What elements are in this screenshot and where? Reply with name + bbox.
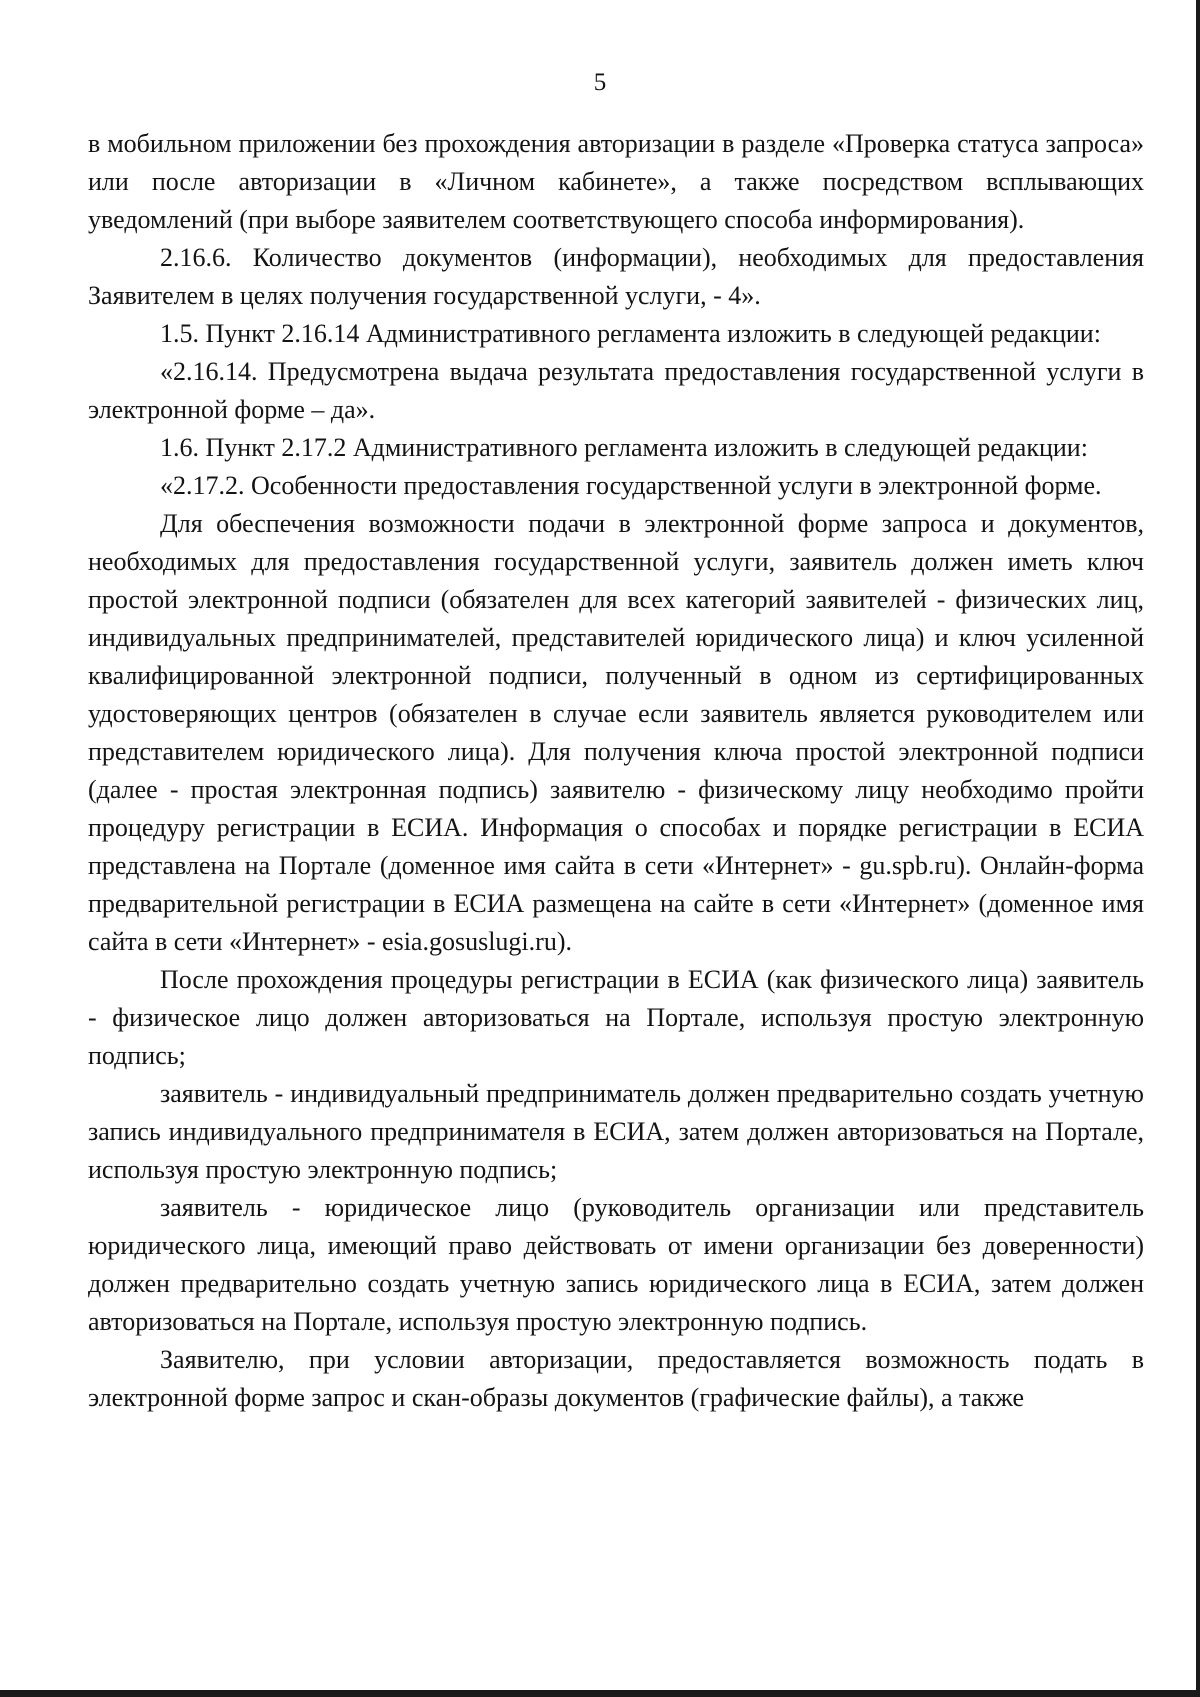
page-number: 5 <box>593 69 607 96</box>
paragraph: заявитель - индивидуальный предприниматель должен предварительно создать учетную запись индивидуального предпринимателя в ЕСИА, затем должен авторизоваться на Портале, используя простую электронную подпись; <box>88 1079 1144 1184</box>
scan-border-right <box>1196 0 1200 1697</box>
paragraph: После прохождения процедуры регистрации в ЕСИА (как физического лица) заявитель - физическое лицо должен авторизоваться на Портале, используя простую электронную подпись; <box>88 965 1144 1070</box>
paragraph: 2.16.6. Количество документов (информации), необходимых для предоставления Заявителем в целях получения государственной услуги, - 4». <box>88 243 1144 310</box>
paragraph: Заявителю, при условии авторизации, предоставляется возможность подать в электронной форме запрос и скан-образы документов (графические файлы), а также <box>88 1345 1144 1412</box>
paragraph: 1.6. Пункт 2.17.2 Административного регламента изложить в следующей редакции: <box>160 433 1088 462</box>
paragraph: «2.17.2. Особенности предоставления государственной услуги в электронной форме. <box>160 471 1102 500</box>
paragraph: в мобильном приложении без прохождения авторизации в разделе «Проверка статуса запроса» или после авторизации в «Личном кабинете», а также посредством всплывающих уведомлений (при выборе заявителем соответствующего способа информирования). <box>88 129 1144 234</box>
paragraph: заявитель - юридическое лицо (руководитель организации или представитель юридического лица, имеющий право действовать от имени организации без доверенности) должен предварительно создать учетную запись юридического лица в ЕСИА, затем должен авторизоваться на Портале, используя простую электронную подпись. <box>88 1193 1144 1336</box>
paragraph: Для обеспечения возможности подачи в электронной форме запроса и документов, необходимых для предоставления государственной услуги, заявитель должен иметь ключ простой электронной подписи (обязателен для всех категорий заявителей - физических лиц, индивидуальных предпринимателей, представителей юридического лица) и ключ усиленной квалифицированной электронной подписи, полученный в одном из сертифицированных удостоверяющих центров (обязателен в случае если заявитель является руководителем или представителем юридического лица). Для получения ключа простой электронной подписи (далее - простая электронная подпись) заявителю - физическому лицу необходимо пройти процедуру регистрации в ЕСИА. Информация о способах и порядке регистрации в ЕСИА представлена на Портале (доменное имя сайта в сети «Интернет» - gu.spb.ru). Онлайн-форма предварительной регистрации в ЕСИА размещена на сайте в сети «Интернет» (доменное имя сайта в сети «Интернет» - esia.gosuslugi.ru). <box>88 509 1144 956</box>
document-body <box>88 125 1144 1417</box>
paragraph: «2.16.14. Предусмотрена выдача результата предоставления государственной услуги в электронной форме – да». <box>88 357 1144 424</box>
paragraph: 1.5. Пункт 2.16.14 Административного регламента изложить в следующей редакции: <box>160 319 1101 348</box>
scan-border-bottom <box>0 1690 1200 1697</box>
